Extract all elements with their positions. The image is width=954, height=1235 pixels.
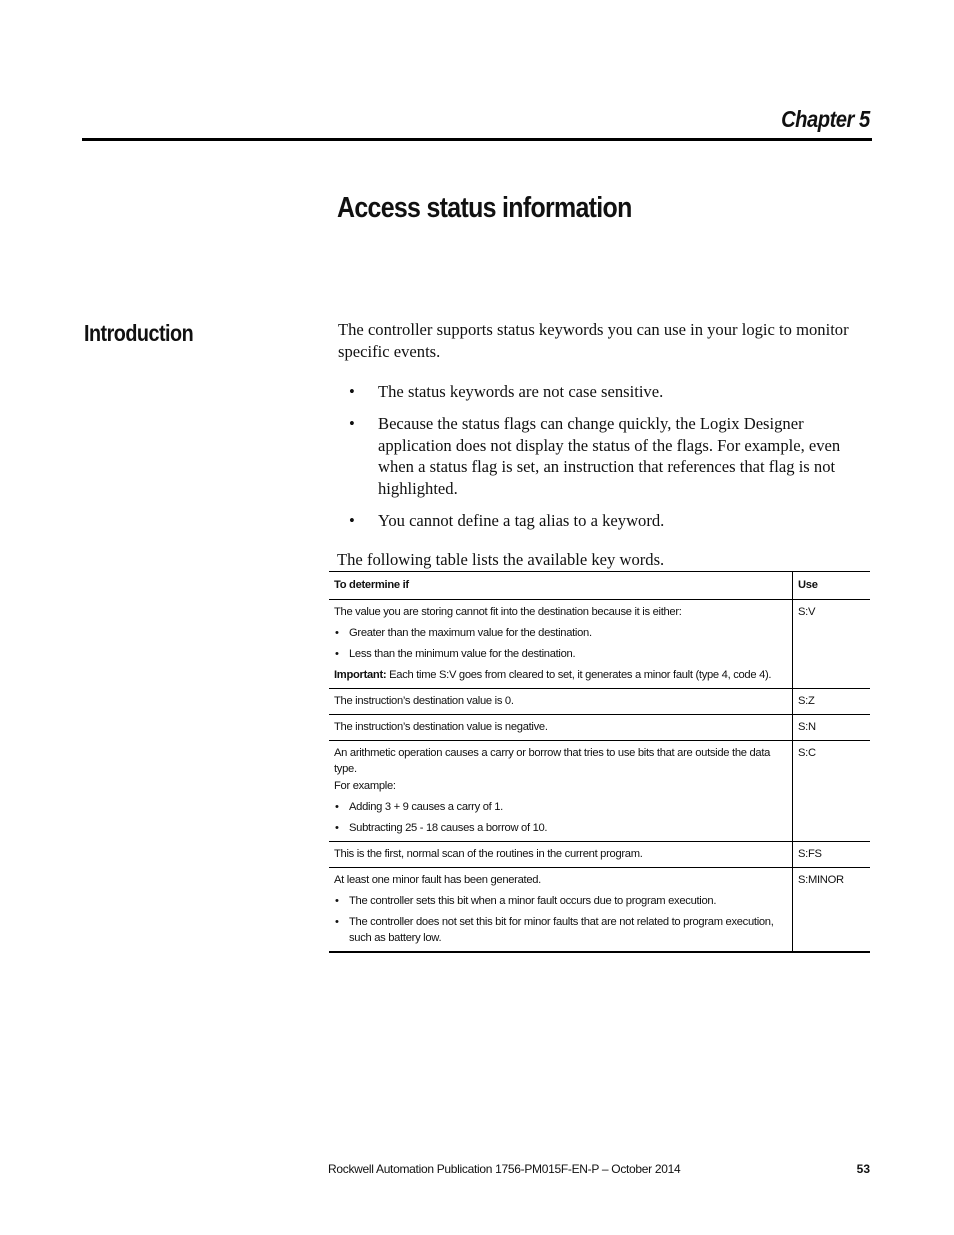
condition-text: An arithmetic operation causes a carry or borrow that tries to use bits that are outside the data type.: [334, 747, 771, 775]
condition-cell: [329, 842, 793, 868]
important-label: Important:: [334, 669, 387, 681]
header-determine: To determine if: [329, 572, 793, 600]
condition-cell: [329, 868, 793, 953]
important-text: Each time S:V goes from cleared to set, it generates a minor fault (type 4, code 4).: [386, 669, 772, 681]
condition-bullet: • The controller does not set this bit for minor faults that are not related to program execution, such as battery low.: [334, 914, 787, 946]
table-row: [329, 741, 870, 842]
condition-text: The instruction’s destination value is 0.: [334, 695, 514, 707]
condition-text: The instruction’s destination value is negative.: [334, 721, 548, 733]
condition-bullets: [334, 625, 787, 662]
keyword-cell: S:C: [793, 741, 871, 842]
table-row: [329, 715, 870, 741]
condition-bullet: • Subtracting 25 - 18 causes a borrow of 10.: [334, 820, 787, 836]
footer-publication: Rockwell Automation Publication 1756-PM015F-EN-P – October 2014: [328, 1162, 681, 1176]
condition-bullet: • Greater than the maximum value for the destination.: [334, 625, 787, 641]
table-row: [329, 689, 870, 715]
keyword-cell: S:FS: [793, 842, 871, 868]
page-title: Access status information: [337, 192, 632, 224]
condition-bullet: • Adding 3 + 9 causes a carry of 1.: [334, 799, 787, 815]
table-row: [329, 842, 870, 868]
bullet-icon: •: [349, 414, 355, 433]
page-number: 53: [856, 1162, 870, 1176]
important-note: [334, 667, 787, 683]
bullet-icon: •: [349, 510, 355, 530]
list-item: [337, 381, 869, 403]
status-keyword-table: [329, 571, 870, 953]
condition-text: The value you are storing cannot fit into the destination because it is either:: [334, 606, 682, 618]
bullet-icon: •: [349, 382, 355, 401]
bullet-list: [337, 381, 869, 531]
table-row: [329, 868, 870, 953]
section-body: [337, 319, 869, 571]
list-item-text: Because the status flags can change quickly, the Logix Designer application does not display the status of the flags. For example, even when a status flag is set, an instruction that references that flag is not highlighted.: [378, 414, 841, 498]
list-item-text: You cannot define a tag alias to a keyword.: [378, 510, 665, 530]
list-item: [337, 413, 869, 499]
section-heading: Introduction: [84, 320, 194, 346]
keyword-cell: S:V: [793, 600, 871, 689]
table-intro: The following table lists the available key words.: [337, 550, 665, 569]
condition-bullet: • The controller sets this bit when a minor fault occurs due to program execution.: [334, 893, 787, 909]
chapter-label: Chapter 5: [781, 106, 870, 132]
condition-bullet: • Less than the minimum value for the destination.: [334, 646, 787, 662]
chapter-rule: [82, 138, 872, 141]
list-item: [337, 510, 869, 532]
intro-paragraph: The controller supports status keywords you can use in your logic to monitor specific events.: [338, 320, 849, 361]
keyword-cell: S:N: [793, 715, 871, 741]
keyword-cell: S:MINOR: [793, 868, 871, 953]
condition-bullets: [334, 799, 787, 836]
condition-bullets: [334, 893, 787, 946]
table-header-row: [329, 572, 870, 600]
condition-text: At least one minor fault has been generated.: [334, 874, 541, 886]
condition-cell: [329, 715, 793, 741]
keyword-cell: S:Z: [793, 689, 871, 715]
list-item-text: The status keywords are not case sensitive.: [378, 382, 664, 401]
table-row: [329, 600, 870, 689]
condition-cell: [329, 689, 793, 715]
condition-cell: [329, 741, 793, 842]
condition-subtext: For example:: [334, 780, 396, 792]
header-use: Use: [793, 572, 871, 600]
condition-cell: [329, 600, 793, 689]
condition-text: This is the first, normal scan of the routines in the current program.: [334, 848, 643, 860]
